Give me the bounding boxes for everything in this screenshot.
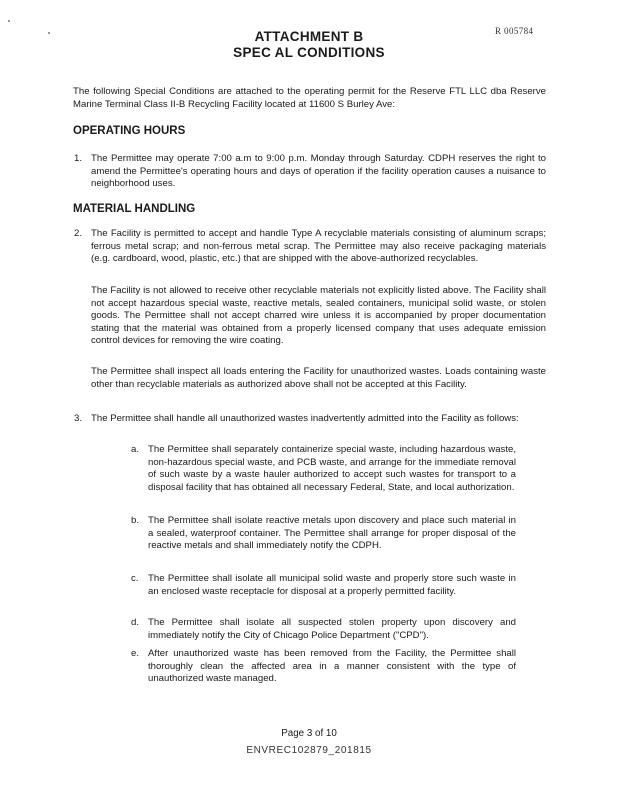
material-handling-heading: MATERIAL HANDLING [73,203,196,215]
subitem-letter: d. [131,617,140,628]
subitem-text: The Permittee shall isolate reactive metals upon discovery and place such material in a sealed, waterproof container. The Permittee shall arrange for proper disposal of the reactive metals and shall immediately notify the CDPH. [148,515,516,552]
unauthorized-waste-intro: The Permittee shall handle all unauthorized wastes inadvertently admitted into the Facility as follows: [91,413,519,424]
subitem-letter: e. [131,648,140,659]
subitem-text: The Permittee shall isolate all municipal solid waste and properly store such waste in an enclosed waste receptacle for disposal at a properly permitted facility. [148,573,516,597]
subitem-text: The Permittee shall isolate all suspected stolen property upon discovery and immediately notify the City of Chicago Police Department ("CPD"). [148,617,516,641]
subitem-letter: a. [131,444,140,455]
subitem-letter: b. [131,515,140,526]
reference-number: R 005784 [495,26,534,36]
item-number: 1. [74,153,83,164]
operating-hours-heading: OPERATING HOURS [73,125,186,137]
operating-hours-item: The Permittee may operate 7:00 a.m to 9:00 p.m. Monday through Saturday. CDPH reserves the right to amend the Permittee's operating hours and days of operation if the facility operation causes a nuisance to neighborhood uses. [91,153,546,190]
scan-speck [8,20,10,22]
prohibited-materials-paragraph: The Facility is not allowed to receive other recyclable materials not explicitly listed above. The Facility shall not accept hazardous special waste, reactive metals, sealed containers, municipal solid waste, or stolen goods. The Permittee shall not accept charred wire unless it is accompanied by proper documentation stating that the material was obtained from a properly licensed company that uses adequate emission control devices for removing the wire coating. [91,285,546,347]
item-number: 2. [74,228,83,239]
accepted-materials-paragraph: The Facility is permitted to accept and handle Type A recyclable materials consisting of aluminum scraps; ferrous metal scrap; and non-ferrous metal scrap. The Permittee may also receive packaging materials (e.g. cardboard, wood, plastic, etc.) that are shipped with the above-authorized recyclables. [91,228,546,265]
intro-paragraph: The following Special Conditions are attached to the operating permit for the Reserve FTL LLC dba Reserve Marine Terminal Class II-B Recycling Facility located at 11600 S Burley Ave: [73,86,546,110]
subitem-text: After unauthorized waste has been removed from the Facility, the Permittee shall thoroughly clean the affected area in a manner consistent with the type of unauthorized waste managed. [148,648,516,685]
subitem-letter: c. [131,573,139,584]
page-number: Page 3 of 10 [281,728,337,739]
document-id: ENVREC102879_201815 [246,745,372,756]
load-inspection-paragraph: The Permittee shall inspect all loads entering the Facility for unauthorized wastes. Loads containing waste other than recyclable materials as authorized above shall not be accepted at this Facility. [91,366,546,390]
item-number: 3. [74,413,83,424]
attachment-title: ATTACHMENT B [254,29,364,44]
attachment-subtitle: SPEC AL CONDITIONS [233,45,385,60]
subitem-text: The Permittee shall separately containerize special waste, including hazardous waste, non-hazardous special waste, and PCB waste, and arrange for the immediate removal of such waste by a waste hauler authorized to accept such wastes for transport to a disposal facility that has obtained all necessary Federal, State, and local authorization. [148,444,516,493]
